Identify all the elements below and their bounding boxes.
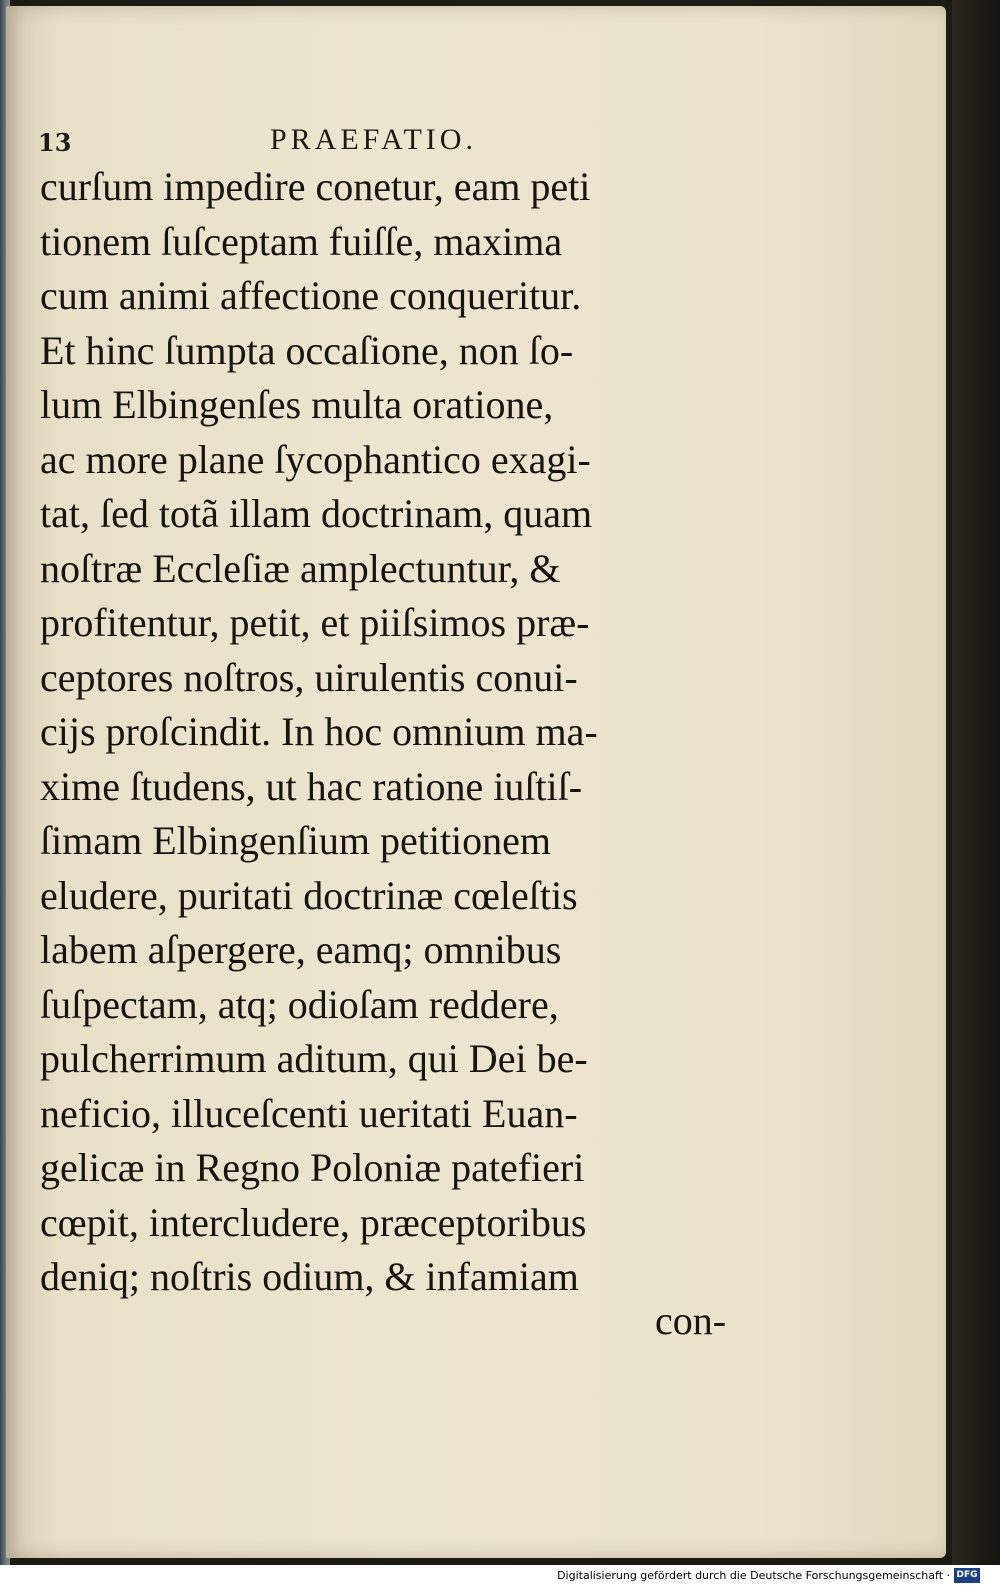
running-head: PRAEFATIO. — [270, 123, 477, 156]
text-line: ſimam Elbingenſium petitionem — [40, 818, 552, 863]
text-line: ceptores noſtros, uirulentis conui- — [40, 654, 578, 700]
text-line: labem aſpergere, eamq; omnibus — [40, 927, 562, 972]
text-line: xime ſtudens, ut hac ratione iuſtiſ- — [40, 763, 583, 809]
text-line: deniq; noſtris odium, & infamiam — [40, 1254, 579, 1299]
book-edge-shadow — [952, 0, 1000, 1565]
page-number: 13 — [38, 128, 72, 157]
text-line: gelicæ in Regno Poloniæ patefieri — [40, 1145, 585, 1190]
text-line: neficio, illuceſcenti ueritati Euan- — [40, 1090, 578, 1136]
text-line: Et hinc ſumpta occaſione, non ſo- — [40, 327, 574, 373]
text-line: lum Elbingenſes multa oratione, — [40, 382, 554, 427]
text-line: cœpit, intercludere, præceptoribus — [40, 1199, 587, 1245]
text-line: cijs proſcindit. In hoc omnium ma- — [40, 709, 598, 754]
text-line: profitentur, petit, et piiſsimos præ- — [40, 600, 590, 645]
text-line: ſuſpectam, atq; odioſam reddere, — [40, 981, 559, 1027]
dfg-logo: DFG — [954, 1568, 980, 1583]
text-line: cum animi affectione conqueritur. — [40, 273, 582, 318]
text-line: noſtræ Eccleſiæ amplectuntur, & — [40, 545, 561, 591]
text-line: eludere, puritati doctrinæ cœleſtis — [40, 872, 578, 918]
text-line: tionem ſuſceptam fuiſſe, maxima — [40, 218, 563, 264]
text-line: pulcherrimum aditum, qui Dei be- — [40, 1036, 588, 1081]
catchword: con- — [655, 1298, 727, 1343]
funding-credit: Digitalisierung gefördert durch die Deutsche Forschungsgemeinschaft · — [557, 1569, 950, 1582]
text-line: tat, ſed totã illam doctrinam, quam — [40, 491, 593, 536]
text-line: ac more plane ſycophantico exagi- — [40, 436, 591, 482]
body-text — [40, 160, 760, 1305]
text-line: curſum impedire conetur, eam peti — [40, 164, 591, 209]
